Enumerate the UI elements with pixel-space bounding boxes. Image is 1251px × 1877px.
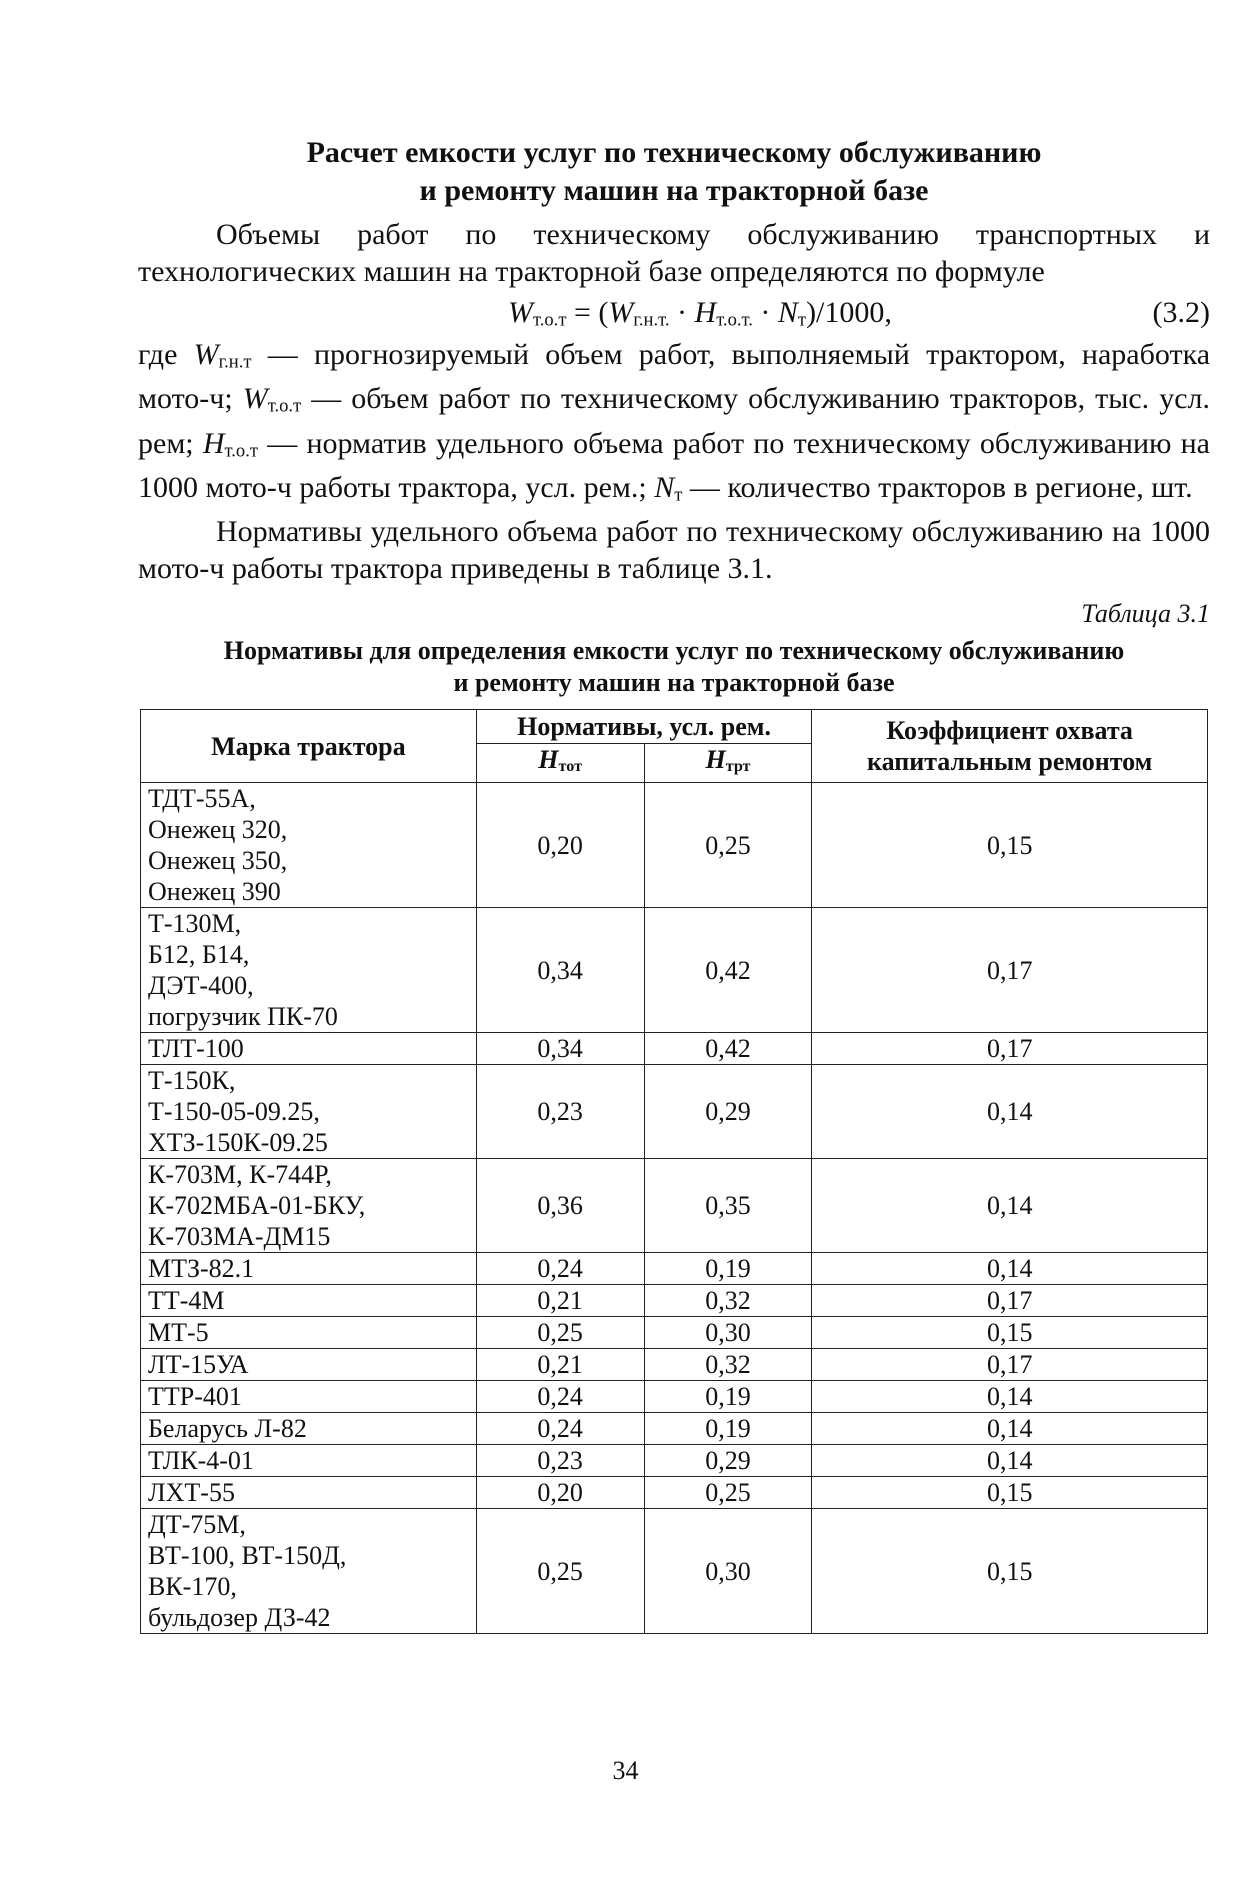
table-title	[138, 635, 1210, 699]
htrt-cell: 0,19	[644, 1253, 812, 1285]
brand-cell	[141, 1285, 477, 1317]
brand-cell	[141, 783, 477, 908]
table-label: Таблица 3.1	[1081, 599, 1210, 629]
section-title-line: Расчет емкости услуг по техническому обслуживанию	[306, 136, 1042, 169]
htrt-cell: 0,30	[644, 1317, 812, 1349]
coef-cell: 0,14	[812, 1413, 1208, 1445]
htot-cell: 0,24	[476, 1253, 644, 1285]
brand-name: ЛХТ-55	[148, 1478, 235, 1508]
coef-cell: 0,14	[812, 1065, 1208, 1159]
htrt-cell: 0,19	[644, 1381, 812, 1413]
table-title-line: и ремонту машин на тракторной базе	[453, 668, 895, 698]
brand-name: К-702МБА-01-БКУ,	[148, 1191, 366, 1221]
table-row	[141, 1349, 1208, 1381]
norms-paragraph: Нормативы удельного объема работ по техническому обслуживанию на 1000 мото-ч работы трактора приведены в таблице 3.1.	[138, 515, 1210, 586]
htrt-cell: 0,25	[644, 783, 812, 908]
brand-name: Онежец 320,	[148, 815, 288, 845]
brand-name: Б12, Б14,	[148, 940, 250, 970]
coef-cell: 0,15	[812, 1477, 1208, 1509]
htot-cell: 0,34	[476, 1033, 644, 1065]
table-row	[141, 1445, 1208, 1477]
formula-row	[138, 290, 1210, 336]
col-header-htot: Hтот	[476, 744, 644, 783]
htot-cell: 0,20	[476, 783, 644, 908]
htot-cell: 0,25	[476, 1317, 644, 1349]
col-header-coef: Коэффициент охвата капитальным ремонтом	[812, 710, 1208, 783]
brand-name: Т-130М,	[148, 909, 242, 939]
htrt-cell: 0,42	[644, 1033, 812, 1065]
brand-name: К-703МА-ДМ15	[148, 1222, 331, 1252]
htot-cell: 0,23	[476, 1065, 644, 1159]
coef-cell: 0,14	[812, 1253, 1208, 1285]
brand-name: Т-150-05-09.25,	[148, 1097, 320, 1127]
page-content	[138, 134, 1210, 1634]
formula-number: (3.2)	[1152, 296, 1210, 329]
htrt-cell: 0,42	[644, 908, 812, 1033]
coef-cell: 0,15	[812, 1509, 1208, 1634]
brand-name: ДТ-75М,	[148, 1510, 246, 1540]
table-row	[141, 1065, 1208, 1159]
brand-name: ВК-170,	[148, 1572, 237, 1602]
section-title-line: и ремонту машин на тракторной базе	[419, 174, 929, 207]
norms-table	[140, 709, 1208, 1634]
col-header-htrt: Hтрт	[644, 744, 812, 783]
htot-cell: 0,21	[476, 1349, 644, 1381]
brand-name: МТ-5	[148, 1318, 209, 1348]
htot-cell: 0,24	[476, 1381, 644, 1413]
brand-name: ТТР-401	[148, 1382, 242, 1412]
brand-cell	[141, 1033, 477, 1065]
col-header-brand: Марка трактора	[141, 710, 477, 783]
brand-name: погрузчик ПК-70	[148, 1002, 338, 1032]
table-row	[141, 1253, 1208, 1285]
brand-name: Онежец 350,	[148, 846, 288, 876]
brand-cell	[141, 1477, 477, 1509]
table-row	[141, 1509, 1208, 1634]
table-title-line: Нормативы для определения емкости услуг по техническому обслуживанию	[223, 636, 1125, 666]
table-row	[141, 1413, 1208, 1445]
coef-cell: 0,14	[812, 1445, 1208, 1477]
htrt-cell: 0,32	[644, 1349, 812, 1381]
coef-cell: 0,15	[812, 1317, 1208, 1349]
htrt-cell: 0,25	[644, 1477, 812, 1509]
brand-name: ЛТ-15УА	[148, 1350, 249, 1380]
brand-name: ДЭТ-400,	[148, 971, 254, 1001]
coef-cell: 0,17	[812, 1285, 1208, 1317]
brand-name: Беларусь Л-82	[148, 1414, 307, 1444]
htot-cell: 0,20	[476, 1477, 644, 1509]
coef-cell: 0,15	[812, 783, 1208, 908]
table-row	[141, 1317, 1208, 1349]
page-number: 34	[612, 1756, 639, 1785]
brand-name: К-703М, К-744Р,	[148, 1160, 332, 1190]
brand-name: ХТЗ-150К-09.25	[148, 1128, 328, 1158]
table-row	[141, 1033, 1208, 1065]
section-title	[138, 134, 1210, 210]
htrt-cell: 0,19	[644, 1413, 812, 1445]
brand-cell	[141, 1159, 477, 1253]
htot-cell: 0,21	[476, 1285, 644, 1317]
brand-cell	[141, 1349, 477, 1381]
coef-cell: 0,17	[812, 1349, 1208, 1381]
brand-name: ТТ-4М	[148, 1286, 225, 1316]
brand-cell	[141, 1253, 477, 1285]
htot-cell: 0,23	[476, 1445, 644, 1477]
coef-cell: 0,14	[812, 1381, 1208, 1413]
table-row	[141, 1381, 1208, 1413]
brand-name: бульдозер ДЗ-42	[148, 1603, 331, 1633]
table-row	[141, 908, 1208, 1033]
coef-cell: 0,17	[812, 1033, 1208, 1065]
htrt-cell: 0,35	[644, 1159, 812, 1253]
brand-cell	[141, 1413, 477, 1445]
table-row	[141, 1159, 1208, 1253]
coef-cell: 0,17	[812, 908, 1208, 1033]
formula: Wт.о.т = (Wг.н.т. · Hт.о.т. · Nт)/1000,	[508, 296, 892, 331]
intro-paragraph: Объемы работ по техническому обслуживанию транспортных и технологических машин на тракторной базе определяются по формуле	[138, 218, 1210, 288]
where-paragraph: где Wг.н.т — прогнозируемый объем работ, выполняемый трактором, наработка мото-ч; Wт.о.т — объем работ по техническому обслуживанию тракторов, тыс. усл. рем; Hт.о.т — норматив удельного объема работ по техническому обслуживанию на 1000 мото-ч работы трактора, усл. рем.; Nт — количество тракторов в регионе, шт.	[138, 338, 1211, 506]
brand-cell	[141, 1317, 477, 1349]
brand-name: МТЗ-82.1	[148, 1254, 255, 1284]
brand-name: Т-150К,	[148, 1066, 236, 1096]
htot-cell: 0,36	[476, 1159, 644, 1253]
htrt-cell: 0,29	[644, 1065, 812, 1159]
table-body	[141, 783, 1208, 1634]
brand-cell	[141, 1065, 477, 1159]
brand-name: ТЛК-4-01	[148, 1446, 254, 1476]
brand-name: Онежец 390	[148, 877, 281, 907]
table-row	[141, 1285, 1208, 1317]
table-row	[141, 1477, 1208, 1509]
brand-cell	[141, 1445, 477, 1477]
htot-cell: 0,24	[476, 1413, 644, 1445]
brand-cell	[141, 1509, 477, 1634]
brand-name: ВТ-100, ВТ-150Д,	[148, 1541, 347, 1571]
table-row	[141, 783, 1208, 908]
htrt-cell: 0,30	[644, 1509, 812, 1634]
htrt-cell: 0,32	[644, 1285, 812, 1317]
brand-cell	[141, 908, 477, 1033]
brand-cell	[141, 1381, 477, 1413]
htot-cell: 0,34	[476, 908, 644, 1033]
htot-cell: 0,25	[476, 1509, 644, 1634]
brand-name: ТЛТ-100	[148, 1034, 244, 1064]
htrt-cell: 0,29	[644, 1445, 812, 1477]
coef-cell: 0,14	[812, 1159, 1208, 1253]
col-header-norms: Нормативы, усл. рем.	[476, 710, 812, 744]
brand-name: ТДТ-55А,	[148, 784, 256, 814]
